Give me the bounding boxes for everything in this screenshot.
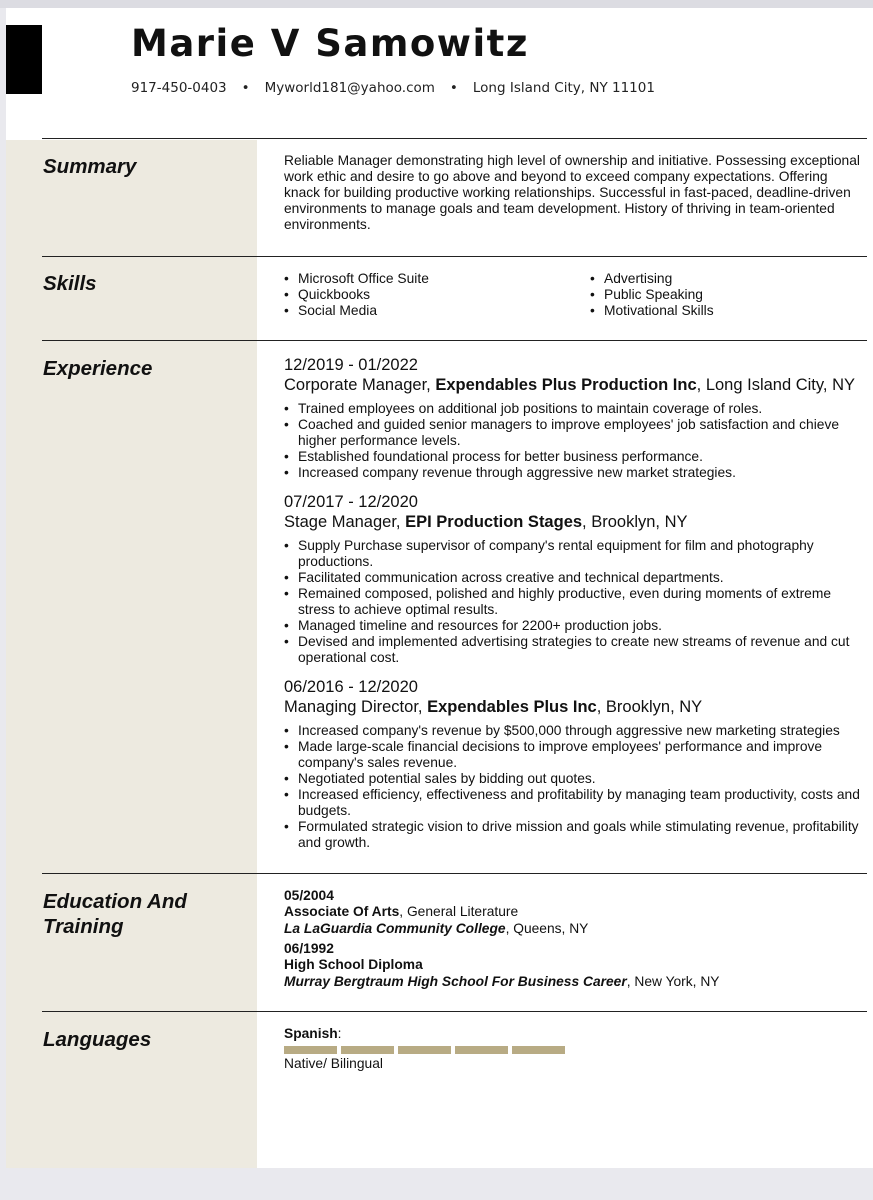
job-location: , Long Island City, NY (696, 376, 856, 394)
education-school-line (284, 974, 864, 990)
skill-item: • Public Speaking (590, 287, 714, 303)
languages-heading: Languages (43, 1028, 152, 1051)
job-entry (284, 355, 866, 481)
job-company: Expendables Plus Production Inc (435, 376, 697, 394)
language-colon: : (337, 1026, 342, 1041)
skill-item: • Microsoft Office Suite (284, 271, 429, 287)
job-bullet: • Remained composed, polished and highly productive, even during moments of extreme stress to achieve optimal results. (284, 586, 866, 618)
job-bullet: • Coached and guided senior managers to improve employees' job satisfaction and chieve higher performance levels. (284, 417, 866, 449)
education-entry (284, 888, 864, 937)
job-company: Expendables Plus Inc (427, 698, 597, 716)
job-company: EPI Production Stages (405, 513, 583, 531)
job-title-line (284, 375, 866, 395)
skills-list-left (284, 271, 429, 319)
job-bullet: • Negotiated potential sales by bidding out quotes. (284, 771, 866, 787)
language-level: Native/ Bilingual (284, 1056, 383, 1071)
proficiency-bar-segment (341, 1046, 394, 1054)
proficiency-bar-segment (398, 1046, 451, 1054)
contact-line (131, 80, 655, 96)
skill-item: • Quickbooks (284, 287, 429, 303)
section-divider (42, 138, 867, 139)
job-bullet: • Facilitated communication across creative and technical departments. (284, 570, 866, 586)
education-degree: Associate Of Arts (284, 904, 400, 920)
proficiency-bar-segment (512, 1046, 565, 1054)
job-bullet: • Supply Purchase supervisor of company's rental equipment for film and photography productions. (284, 538, 866, 570)
education-date: 05/2004 (284, 888, 334, 903)
section-divider (42, 873, 867, 874)
education-school: Murray Bergtraum High School For Business Career (284, 973, 627, 989)
skill-item: • Motivational Skills (590, 303, 714, 319)
job-bullet: • Increased efficiency, effectiveness and profitability by managing team productivity, costs and budgets. (284, 787, 866, 819)
education-heading-line: Training (43, 915, 124, 938)
email-address: Myworld181@yahoo.com (264, 80, 435, 96)
job-title-line (284, 512, 866, 532)
section-divider (42, 340, 867, 341)
job-bullet: • Trained employees on additional job positions to maintain coverage of roles. (284, 401, 866, 417)
job-entry (284, 677, 866, 851)
job-bullet: • Formulated strategic vision to drive mission and goals while stimulating revenue, profitability and growth. (284, 819, 866, 851)
education-heading (43, 889, 187, 939)
experience-heading: Experience (43, 357, 153, 380)
section-divider (42, 1011, 867, 1012)
language-name: Spanish (284, 1026, 338, 1041)
job-role: Corporate Manager, (284, 376, 436, 394)
job-bullet: • Devised and implemented advertising strategies to create new streams of revenue and cut operational cost. (284, 634, 866, 666)
job-location: , Brooklyn, NY (596, 698, 703, 716)
separator-dot: • (449, 80, 458, 96)
job-bullets (284, 401, 866, 481)
job-bullet: • Increased company's revenue by $500,000 through aggressive new marketing strategies (284, 723, 866, 739)
education-degree: High School Diploma (284, 957, 423, 973)
job-dates: 12/2019 - 01/2022 (284, 356, 418, 374)
candidate-name: Marie V Samowitz (131, 22, 529, 65)
education-date: 06/1992 (284, 941, 334, 956)
job-role: Managing Director, (284, 698, 428, 716)
section-divider (42, 256, 867, 257)
education-school-location: , New York, NY (626, 973, 720, 989)
skills-list-right (590, 271, 714, 319)
proficiency-bar-segment (284, 1046, 337, 1054)
education-entry (284, 941, 864, 990)
education-school: La LaGuardia Community College (284, 920, 506, 936)
job-entry (284, 492, 866, 666)
proficiency-bar-segment (455, 1046, 508, 1054)
phone-number: 917-450-0403 (131, 80, 227, 96)
home-location: Long Island City, NY 11101 (472, 80, 655, 96)
education-degree-line (284, 904, 864, 920)
education-heading-line: Education And (43, 890, 187, 913)
job-role: Stage Manager, (284, 513, 406, 531)
summary-heading: Summary (43, 155, 137, 178)
job-bullet: • Established foundational process for better business performance. (284, 449, 866, 465)
skill-item: • Advertising (590, 271, 714, 287)
job-bullets (284, 723, 866, 851)
education-school-location: , Queens, NY (505, 920, 589, 936)
language-name-line (284, 1026, 342, 1042)
header-accent-bar (6, 25, 42, 94)
separator-dot: • (241, 80, 250, 96)
education-degree-line (284, 957, 864, 973)
job-bullets (284, 538, 866, 666)
skill-item: • Social Media (284, 303, 429, 319)
job-dates: 06/2016 - 12/2020 (284, 678, 418, 696)
education-school-line (284, 921, 864, 937)
job-dates: 07/2017 - 12/2020 (284, 493, 418, 511)
job-location: , Brooklyn, NY (582, 513, 688, 531)
education-field: , General Literature (399, 904, 519, 920)
job-bullet: • Increased company revenue through aggressive new market strategies. (284, 465, 866, 481)
top-band (0, 0, 873, 8)
summary-text: Reliable Manager demonstrating high level of ownership and initiative. Possessing exceptional work ethic and desire to go above and beyond to exceed company expectations. Offering knack for building productive working relationships. Successful in fast-paced, deadline-driven environments to manage goals and team development. History of thriving in team-oriented environments. (284, 153, 860, 232)
job-bullet: • Made large-scale financial decisions to improve employees' performance and improve company's sales revenue. (284, 739, 866, 771)
job-bullet: • Managed timeline and resources for 2200+ production jobs. (284, 618, 866, 634)
job-title-line (284, 697, 866, 717)
skills-heading: Skills (43, 272, 97, 295)
